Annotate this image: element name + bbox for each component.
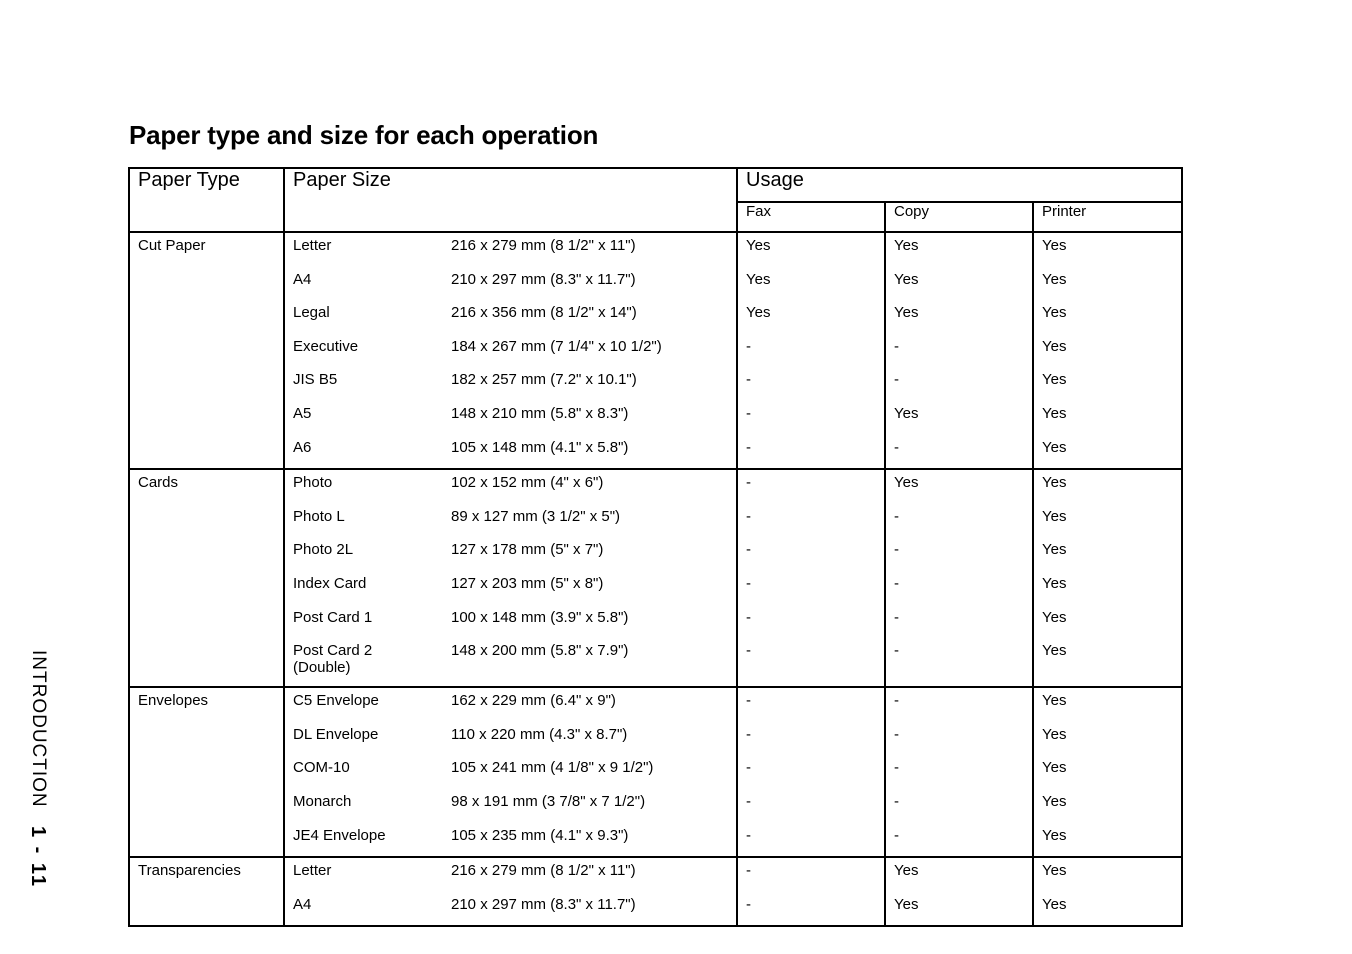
- size-dims-cell: 184 x 267 mm (7 1/4" x 10 1/2"): [443, 334, 737, 368]
- size-name-cell: Letter: [284, 232, 443, 267]
- fax-cell: -: [737, 504, 885, 538]
- fax-cell: -: [737, 755, 885, 789]
- fax-cell: Yes: [737, 267, 885, 301]
- table-row: [129, 755, 1182, 789]
- size-name-line: Post Card 2: [293, 642, 373, 660]
- table-row: [129, 300, 1182, 334]
- table-row: [129, 823, 1182, 858]
- size-name-cell: C5 Envelope: [284, 687, 443, 722]
- size-dims-cell: 210 x 297 mm (8.3" x 11.7"): [443, 267, 737, 301]
- table-row: [129, 367, 1182, 401]
- copy-cell: -: [885, 605, 1033, 639]
- size-name-cell: Photo L: [293, 507, 345, 525]
- fax-cell: -: [737, 605, 885, 639]
- size-dims-cell: 105 x 241 mm (4 1/8" x 9 1/2"): [443, 755, 737, 789]
- size-dims-cell: 148 x 200 mm (5.8" x 7.9"): [443, 638, 737, 687]
- size-name-cell: COM-10: [293, 759, 350, 777]
- copy-cell: Yes: [885, 469, 1033, 504]
- size-name-line: (Double): [293, 659, 351, 677]
- table-row: [129, 504, 1182, 538]
- printer-cell: Yes: [1033, 537, 1182, 571]
- size-name-cell: A4: [293, 270, 312, 288]
- printer-cell: Yes: [1033, 401, 1182, 435]
- table-row: [129, 722, 1182, 756]
- size-dims-cell: 210 x 297 mm (8.3" x 11.7"): [443, 892, 737, 927]
- size-dims-cell: 127 x 178 mm (5" x 7"): [443, 537, 737, 571]
- copy-cell: Yes: [885, 232, 1033, 267]
- size-name-cell: [284, 638, 443, 687]
- size-name-cell: Photo: [284, 469, 443, 504]
- copy-cell: Yes: [885, 892, 1033, 927]
- size-name-cell: Legal: [293, 304, 330, 322]
- copy-cell: -: [885, 722, 1033, 756]
- size-name-cell: A5: [293, 404, 312, 422]
- printer-cell: Yes: [1033, 638, 1182, 687]
- size-name-cell: Letter: [284, 857, 443, 892]
- size-dims-cell: 110 x 220 mm (4.3" x 8.7"): [443, 722, 737, 756]
- fax-cell: -: [737, 334, 885, 368]
- copy-cell: Yes: [885, 857, 1033, 892]
- copy-cell: Yes: [885, 267, 1033, 301]
- side-label: [26, 650, 49, 888]
- size-name-cell: A6: [293, 438, 312, 456]
- header-paper-type: Paper Type: [129, 168, 284, 232]
- printer-cell: Yes: [1033, 755, 1182, 789]
- size-dims-cell: 162 x 229 mm (6.4" x 9"): [443, 687, 737, 722]
- fax-cell: -: [737, 687, 885, 722]
- size-name-cell: A4: [284, 892, 443, 927]
- table-row: [129, 435, 1182, 470]
- printer-cell: Yes: [1033, 722, 1182, 756]
- printer-cell: Yes: [1033, 334, 1182, 368]
- table-row: [129, 469, 1182, 504]
- copy-cell: -: [885, 504, 1033, 538]
- table-body: [129, 232, 1182, 926]
- size-dims-cell: 102 x 152 mm (4" x 6"): [443, 469, 737, 504]
- fax-cell: -: [737, 435, 885, 470]
- header-paper-size: Paper Size: [284, 168, 737, 232]
- fax-cell: -: [737, 571, 885, 605]
- page-title: Paper type and size for each operation: [129, 120, 599, 150]
- table-row: [129, 232, 1182, 267]
- table-row: [129, 687, 1182, 722]
- size-name-cell: Index Card: [293, 574, 367, 592]
- copy-cell: -: [885, 789, 1033, 823]
- table-row: [129, 605, 1182, 639]
- size-dims-cell: 127 x 203 mm (5" x 8"): [443, 571, 737, 605]
- printer-cell: Yes: [1033, 232, 1182, 267]
- copy-cell: -: [885, 638, 1033, 687]
- size-dims-cell: 98 x 191 mm (3 7/8" x 7 1/2"): [443, 789, 737, 823]
- printer-cell: Yes: [1033, 687, 1182, 722]
- printer-cell: Yes: [1033, 504, 1182, 538]
- printer-cell: Yes: [1033, 267, 1182, 301]
- table-row: [129, 571, 1182, 605]
- size-dims-cell: 182 x 257 mm (7.2" x 10.1"): [443, 367, 737, 401]
- page-number: 1 - 11: [27, 825, 49, 888]
- paper-type-table: [128, 167, 1183, 927]
- fax-cell: -: [737, 401, 885, 435]
- header-printer: Printer: [1033, 202, 1182, 232]
- table-row: [129, 401, 1182, 435]
- table-row: [129, 789, 1182, 823]
- printer-cell: Yes: [1033, 571, 1182, 605]
- fax-cell: -: [737, 722, 885, 756]
- table-row: [129, 892, 1182, 927]
- size-dims-cell: 216 x 279 mm (8 1/2" x 11"): [443, 857, 737, 892]
- table-row: [129, 537, 1182, 571]
- table-row: [129, 267, 1182, 301]
- size-name-cell: Monarch: [293, 792, 352, 810]
- fax-cell: -: [737, 789, 885, 823]
- size-dims-cell: 216 x 279 mm (8 1/2" x 11"): [443, 232, 737, 267]
- size-name-cell: Photo 2L: [293, 541, 354, 559]
- copy-cell: -: [885, 537, 1033, 571]
- printer-cell: Yes: [1033, 857, 1182, 892]
- printer-cell: Yes: [1033, 823, 1182, 858]
- fax-cell: -: [737, 857, 885, 892]
- copy-cell: -: [885, 334, 1033, 368]
- copy-cell: -: [885, 687, 1033, 722]
- fax-cell: -: [737, 469, 885, 504]
- copy-cell: -: [885, 367, 1033, 401]
- header-copy: Copy: [885, 202, 1033, 232]
- paper-type-cell: Cut Paper: [129, 232, 284, 469]
- size-name-cell: JIS B5: [293, 371, 338, 389]
- copy-cell: -: [885, 755, 1033, 789]
- fax-cell: Yes: [737, 300, 885, 334]
- header-fax: Fax: [737, 202, 885, 232]
- copy-cell: Yes: [885, 401, 1033, 435]
- printer-cell: Yes: [1033, 789, 1182, 823]
- fax-cell: -: [737, 537, 885, 571]
- size-dims-cell: 148 x 210 mm (5.8" x 8.3"): [443, 401, 737, 435]
- table-row: [129, 857, 1182, 892]
- copy-cell: -: [885, 571, 1033, 605]
- printer-cell: Yes: [1033, 605, 1182, 639]
- printer-cell: Yes: [1033, 892, 1182, 927]
- size-dims-cell: 216 x 356 mm (8 1/2" x 14"): [443, 300, 737, 334]
- size-dims-cell: 100 x 148 mm (3.9" x 5.8"): [443, 605, 737, 639]
- table-row: [129, 334, 1182, 368]
- size-name-cell: JE4 Envelope: [293, 826, 386, 844]
- copy-cell: -: [885, 435, 1033, 470]
- size-name-cell: DL Envelope: [293, 725, 379, 743]
- copy-cell: -: [885, 823, 1033, 858]
- size-dims-cell: 105 x 148 mm (4.1" x 5.8"): [443, 435, 737, 470]
- size-dims-cell: 89 x 127 mm (3 1/2" x 5"): [443, 504, 737, 538]
- fax-cell: -: [737, 638, 885, 687]
- size-name-cell: Executive: [293, 337, 359, 355]
- printer-cell: Yes: [1033, 435, 1182, 470]
- header-usage: Usage: [737, 168, 1182, 202]
- paper-type-cell: Cards: [129, 469, 284, 687]
- section-label: INTRODUCTION: [28, 650, 49, 808]
- table-row: [129, 638, 1182, 687]
- printer-cell: Yes: [1033, 300, 1182, 334]
- printer-cell: Yes: [1033, 367, 1182, 401]
- size-name-cell: Post Card 1: [293, 608, 373, 626]
- copy-cell: Yes: [885, 300, 1033, 334]
- paper-type-cell: Transparencies: [129, 857, 284, 926]
- fax-cell: Yes: [737, 232, 885, 267]
- fax-cell: -: [737, 823, 885, 858]
- size-dims-cell: 105 x 235 mm (4.1" x 9.3"): [443, 823, 737, 858]
- printer-cell: Yes: [1033, 469, 1182, 504]
- fax-cell: -: [737, 367, 885, 401]
- fax-cell: -: [737, 892, 885, 927]
- paper-type-cell: Envelopes: [129, 687, 284, 857]
